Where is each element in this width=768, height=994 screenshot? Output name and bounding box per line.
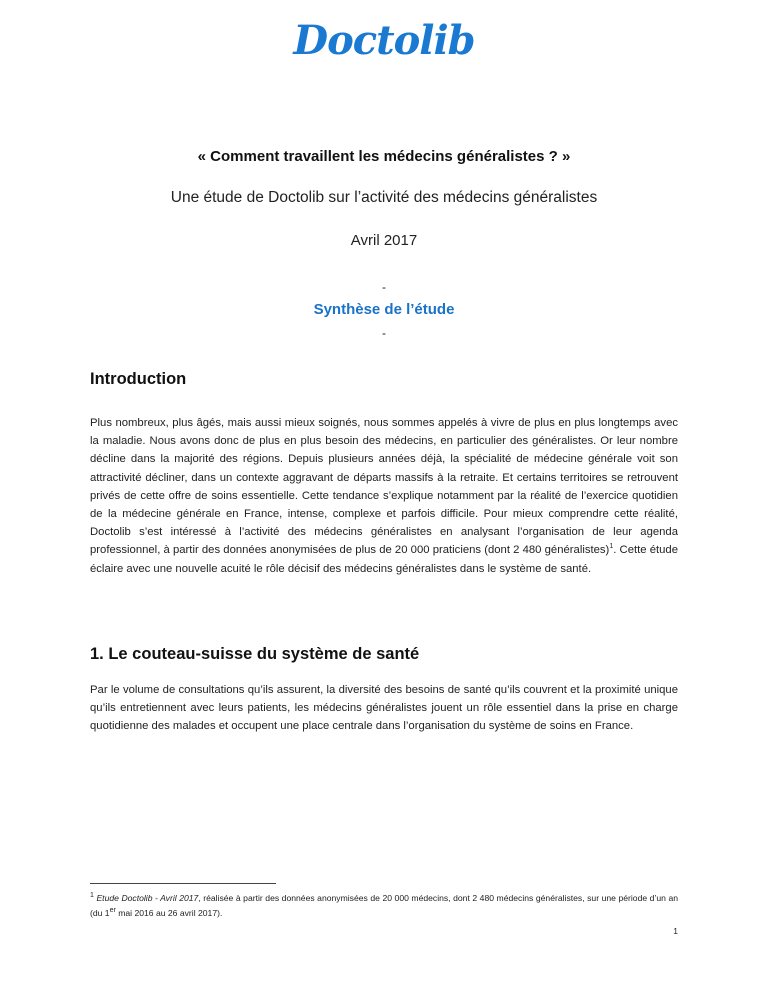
introduction-text: Plus nombreux, plus âgés, mais aussi mieux soignés, nous sommes appelés à vivre de plus en plus longtemps avec la maladie. Nous avons donc de plus en plus besoin des médecins, en particulier des généralistes. Or leur nombre décline dans la majorité des régions. Depuis plusieurs années déjà, la spécialité de médecine générale voit son attractivité décliner, dans un contexte aggravant de départs massifs à la retraite. Et certains territoires se retrouvent privés de cette offre de soins essentielle. Cette tendance s’explique notamment par la réalité de l’exercice quotidien de la médecine générale en France, intense, complexe et parfois difficile. Pour mieux comprendre cette réalité, Doctolib s’est intéressé à l’activité des médecins généralistes en analysant l’organisation de leur agenda professionnel, à partir des données anonymisées de plus de 20 000 praticiens (dont 2 480 généralistes): [90, 417, 678, 557]
document-date: Avril 2017: [350, 232, 418, 249]
synthese-heading: Synthèse de l’étude: [313, 301, 455, 318]
logo-wordmark: Doctolib: [293, 17, 475, 64]
section-1-heading: 1. Le couteau-suisse du système de santé: [90, 645, 420, 663]
footnote-reference[interactable]: 1: [609, 543, 614, 551]
introduction-paragraph: [90, 414, 678, 578]
footnote-number: 1: [90, 892, 94, 900]
footnote-text: , réalisée à partir des données anonymisées de 20 000 médecins, dont 2 480 médecins généralistes, sur une période d’un an (du 1: [90, 893, 679, 918]
footnote-source: Etude Doctolib - Avril 2017: [96, 893, 199, 903]
separator-bottom: -: [382, 326, 386, 340]
section-1-paragraph: Par le volume de consultations qu’ils assurent, la diversité des besoins de santé qu’ils couvrent et la proximité unique qu’ils entretiennent avec leurs patients, les médecins généralistes jouent un rôle essentiel dans la prise en charge quotidienne des malades et occupent une place centrale dans l’organisation du système de soins en France.: [90, 684, 678, 733]
footnote-text-end: mai 2016 au 26 avril 2017).: [115, 908, 223, 918]
separator-top: -: [382, 280, 386, 294]
footnote: [90, 891, 678, 921]
doctolib-logo: [0, 16, 768, 66]
page-number: 1: [673, 926, 678, 936]
document-title: « Comment travaillent les médecins généralistes ? »: [197, 148, 571, 165]
footnote-ordinal: er: [109, 907, 116, 915]
footnote-divider: [90, 883, 276, 884]
document-subtitle: Une étude de Doctolib sur l’activité des médecins généralistes: [170, 189, 598, 206]
introduction-text-end: . Cette étude éclaire avec une nouvelle acuité le rôle décisif des médecins généralistes dans le système de santé.: [90, 544, 679, 575]
introduction-heading: Introduction: [90, 370, 187, 388]
